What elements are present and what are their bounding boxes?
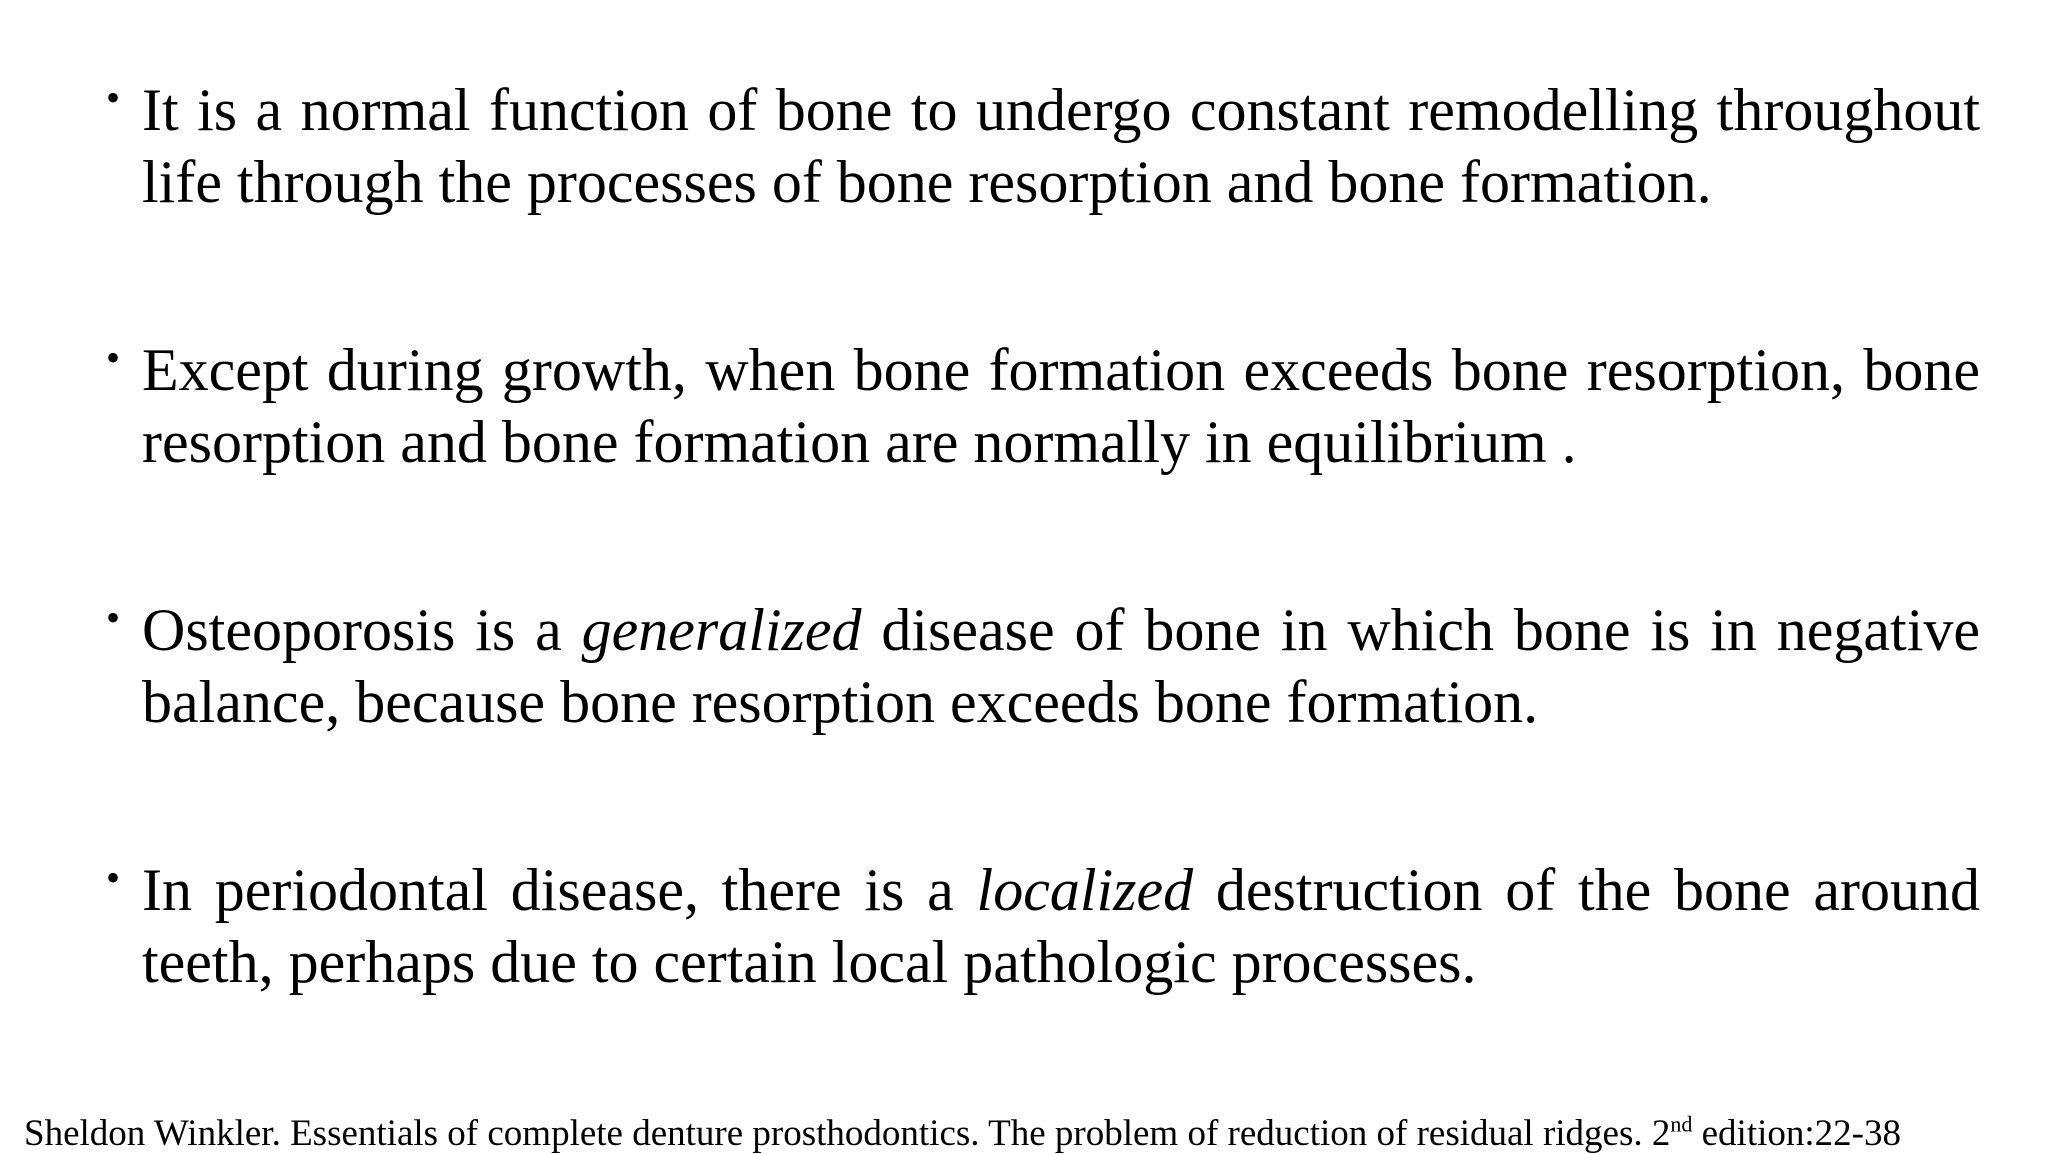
bullet-marker: •: [106, 75, 121, 120]
bullet-item-4: [100, 854, 1980, 998]
bullet-marker: •: [106, 855, 121, 900]
citation-superscript: nd: [1670, 1111, 1693, 1137]
bullet-text: [142, 337, 1980, 475]
bullet-text: [142, 77, 1980, 215]
bullet-item-3: [100, 594, 1980, 738]
bullet-text: [142, 597, 1980, 735]
bullet-marker: •: [106, 595, 121, 640]
bullet-text-segment: Osteoporosis is a: [142, 597, 582, 663]
bullet-italic-term: generalized: [581, 597, 862, 663]
bullet-item-1: [100, 74, 1980, 218]
bullet-text-segment: disease of bone in which bone is in negative balance, because bone resorption exceeds bone formation.: [142, 597, 1980, 735]
bullet-text-segment: Except during growth, when bone formation exceeds bone resorption, bone resorption and bone formation are normally in equilibrium .: [142, 337, 1980, 475]
bullet-text-segment: In periodontal disease, there is a: [142, 857, 977, 923]
bullet-text: [142, 857, 1980, 995]
bullet-item-2: [100, 334, 1980, 478]
bullet-italic-term: localized: [976, 857, 1194, 923]
citation: [24, 1111, 2034, 1154]
citation-text-end: edition:22-38: [1692, 1113, 1901, 1154]
bullet-marker: •: [106, 335, 121, 380]
citation-text: Sheldon Winkler. Essentials of complete denture prosthodontics. The problem of reduction of residual ridges. 2: [24, 1113, 1671, 1154]
bullet-text-segment: destruction of the bone around teeth, perhaps due to certain local pathologic processes.: [142, 857, 1981, 995]
bullet-text-segment: It is a normal function of bone to undergo constant remodelling throughout life through the processes of bone resorption and bone formation.: [142, 77, 1980, 215]
bullet-list: [100, 74, 1980, 998]
